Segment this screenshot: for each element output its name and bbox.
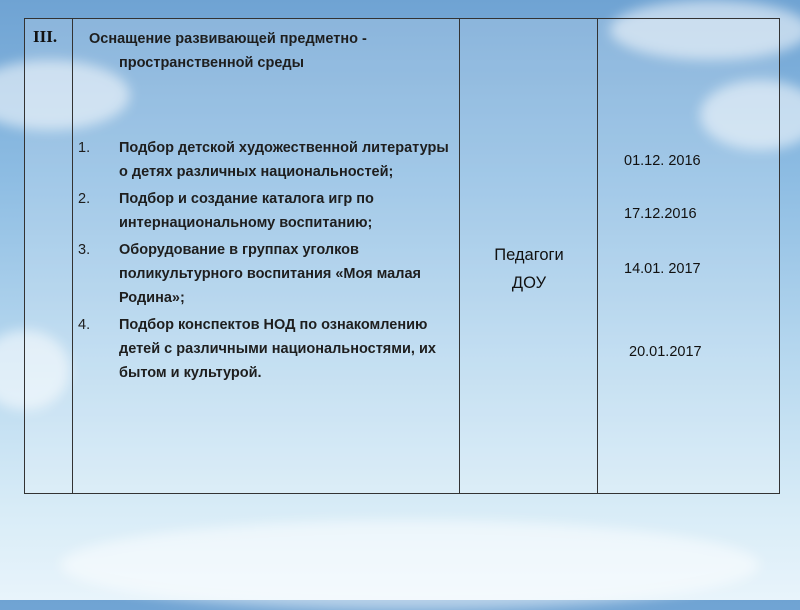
date-1: 01.12. 2016	[624, 153, 701, 169]
responsible-text	[460, 241, 598, 297]
list-item-number: 3.	[78, 242, 91, 258]
list-item-number: 1.	[78, 140, 91, 156]
list-item-text: Подбор и создание каталога игр по интернациональному воспитанию;	[119, 191, 374, 231]
list-item	[73, 187, 453, 235]
list-item-text: Подбор конспектов НОД по ознакомлению детей с различными национальностями, их бытом и культурой.	[119, 317, 436, 381]
date-2: 17.12.2016	[624, 206, 697, 222]
heading-line-1: Оснащение развивающей предметно -	[89, 31, 367, 47]
activities-cell	[73, 19, 460, 493]
list-item-text: Подбор детской художественной литературы о детях различных национальностей;	[119, 140, 449, 180]
activity-list	[73, 136, 453, 388]
plan-table	[24, 18, 780, 494]
list-item-number: 4.	[78, 317, 91, 333]
date-4: 20.01.2017	[629, 344, 702, 360]
section-number: III.	[33, 27, 58, 46]
heading-line-2: пространственной среды	[119, 55, 304, 71]
list-item	[73, 238, 453, 310]
responsible-line-2: ДОУ	[511, 274, 547, 292]
list-item-text: Оборудование в группах уголков поликультурного воспитания «Моя малая Родина»;	[119, 242, 421, 306]
responsible-cell	[460, 19, 598, 493]
responsible-line-1: Педагоги	[494, 246, 564, 264]
list-item-number: 2.	[78, 191, 91, 207]
list-item	[73, 313, 453, 385]
cloud-decoration	[60, 520, 760, 610]
section-number-cell	[25, 19, 73, 493]
date-3: 14.01. 2017	[624, 261, 701, 277]
section-heading	[89, 27, 449, 75]
list-item	[73, 136, 453, 184]
dates-cell	[598, 19, 779, 493]
